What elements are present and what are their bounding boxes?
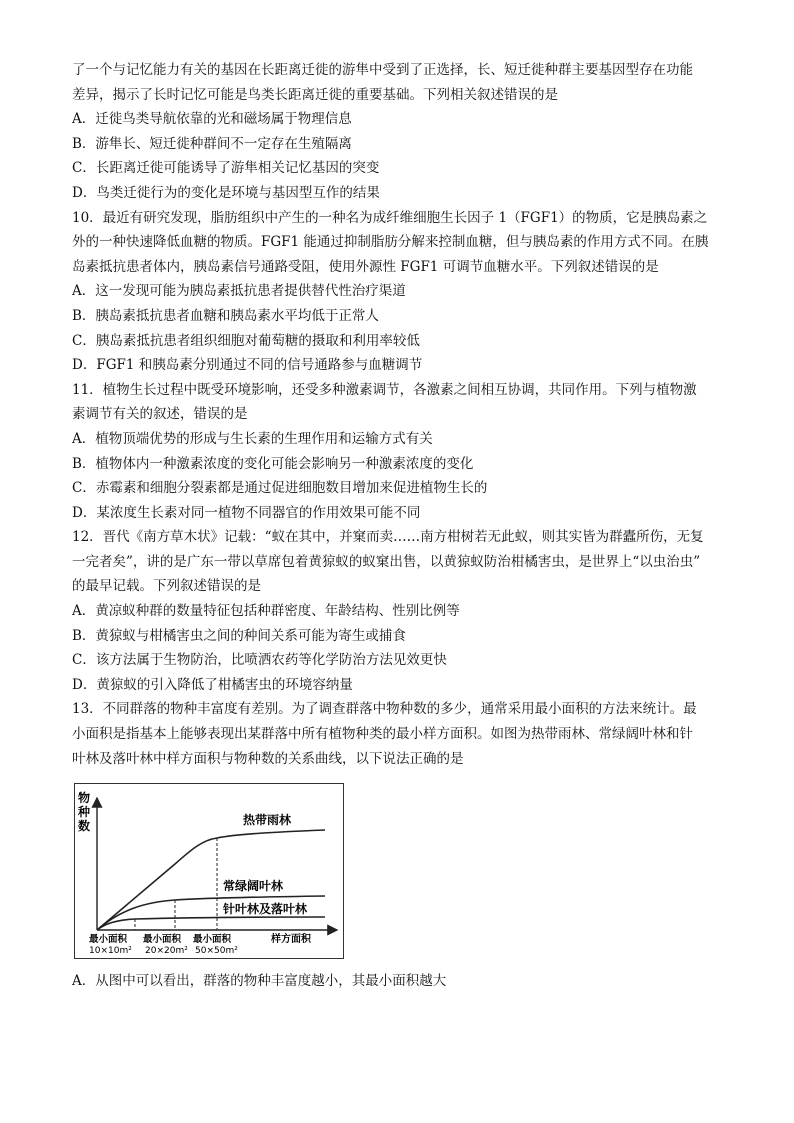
q9-stem-continued [72, 58, 722, 107]
option-a: A．迁徙鸟类导航依靠的光和磁场属于物理信息 [72, 111, 352, 128]
q13-stem [72, 697, 722, 771]
option-b: B．植物体内一种激素浓度的变化可能会影响另一种激素浓度的变化 [72, 455, 474, 472]
option-b: B．黄猄蚁与柑橘害虫之间的种间关系可能为寄生或捕食 [72, 627, 406, 644]
y-axis-label-char: 数 [78, 819, 91, 834]
y-axis-label-char: 种 [78, 805, 91, 820]
option-c: C．胰岛素抵抗患者组织细胞对葡萄糖的摄取和利用率较低 [72, 332, 420, 349]
x-axis-label: 样方面积 [271, 934, 311, 946]
species-area-figure [74, 783, 344, 959]
text-line: 了一个与记忆能力有关的基因在长距离迁徙的游隼中受到了正选择，长、短迁徙种群主要基因型存在功能 [72, 62, 693, 78]
option-b: B．胰岛素抵抗患者血糖和胰岛素水平均低于正常人 [72, 307, 379, 324]
text-line: 差异，揭示了长时记忆可能是鸟类长距离迁徙的重要基础。下列相关叙述错误的是 [72, 86, 558, 103]
label-evergreen-broadleaf: 常绿阔叶林 [223, 879, 284, 894]
species-area-curve-diagram [75, 784, 343, 958]
q11-stem [72, 378, 722, 427]
tick-label-2: 最小面积 [143, 934, 182, 946]
q10-options [72, 279, 722, 377]
q11-options [72, 427, 722, 525]
exam-page [72, 58, 722, 994]
tick-sub-label-1: 10×10m² [89, 946, 132, 957]
label-conifer-deciduous: 针叶林及落叶林 [223, 902, 308, 917]
option-a: A．从图中可以看出，群落的物种丰富度越小，其最小面积越大 [72, 973, 447, 990]
option-c: C．该方法属于生物防治，比喷洒农药等化学防治方法见效更快 [72, 652, 447, 669]
option-a: A．黄凉蚁种群的数量特征包括种群密度、年龄结构、性别比例等 [72, 603, 460, 620]
q12-stem [72, 525, 722, 599]
text-line: 12．晋代《南方草木状》记载：“蚁在其中，并窠而卖……南方柑树若无此蚁，则其实皆为群蠹所伤，无复 [72, 529, 704, 546]
q10-stem [72, 206, 722, 280]
curve-conifer-deciduous [97, 917, 325, 930]
option-d: D．某浓度生长素对同一植物不同器官的作用效果可能不同 [72, 504, 421, 521]
tick-label-1: 最小面积 [89, 934, 128, 946]
tick-sub-label-3: 50×50m² [195, 946, 238, 957]
label-tropical-rainforest: 热带雨林 [243, 813, 292, 828]
tick-sub-label-2: 20×20m² [145, 946, 188, 957]
option-b: B．游隼长、短迁徙种群间不一定存在生殖隔离 [72, 135, 352, 152]
option-d: D．FGF1 和胰岛素分别通过不同的信号通路参与血糖调节 [72, 357, 423, 374]
option-d: D．鸟类迁徙行为的变化是环境与基因型互作的结果 [72, 184, 380, 201]
option-d: D．黄猄蚁的引入降低了柑橘害虫的环境容纳量 [72, 676, 353, 693]
text-line: 13．不同群落的物种丰富度有差别。为了调查群落中物种数的多少，通常采用最小面积的方法来统计。最 [72, 701, 697, 718]
option-a: A．植物顶端优势的形成与生长素的生理作用和运输方式有关 [72, 430, 433, 447]
text-line: 10．最近有研究发现，脂肪组织中产生的一种名为成纤维细胞生长因子 1（FGF1）的物质，它是胰岛素之 [72, 209, 708, 226]
text-line: 的最早记载。下列叙述错误的是 [72, 578, 261, 595]
q9-options [72, 107, 722, 205]
tick-label-3: 最小面积 [193, 934, 232, 946]
y-axis-label-char: 物 [78, 791, 91, 806]
text-line: 岛素抵抗患者体内，胰岛素信号通路受阻，使用外源性 FGF1 可调节血糖水平。下列叙述错误的是 [72, 258, 659, 275]
text-line: 小面积是指基本上能够表现出某群落中所有植物种类的最小样方面积。如图为热带雨林、常绿阔叶林和针 [72, 726, 693, 743]
option-a: A．这一发现可能为胰岛素抵抗患者提供替代性治疗渠道 [72, 283, 406, 300]
text-line: 外的一种快速降低血糖的物质。FGF1 能通过抑制脂肪分解来控制血糖，但与胰岛素的作用方式不同。在胰 [72, 234, 709, 251]
q12-options [72, 599, 722, 697]
text-line: 素调节有关的叙述，错误的是 [72, 406, 248, 423]
option-c: C．赤霉素和细胞分裂素都是通过促进细胞数目增加来促进植物生长的 [72, 480, 488, 497]
text-line: 一完者矣”，讲的是广东一带以草席包着黄猄蚁的蚁窠出售，以黄猄蚁防治柑橘害虫，是世界上“以虫治虫” [72, 553, 701, 570]
q13-options [72, 969, 722, 994]
option-c: C．长距离迁徙可能诱导了游隼相关记忆基因的突变 [72, 160, 380, 177]
text-line: 叶林及落叶林中样方面积与物种数的关系曲线，以下说法正确的是 [72, 750, 464, 767]
text-line: 11．植物生长过程中既受环境影响，还受多种激素调节，各激素之间相互协调，共同作用。下列与植物激 [72, 381, 697, 398]
